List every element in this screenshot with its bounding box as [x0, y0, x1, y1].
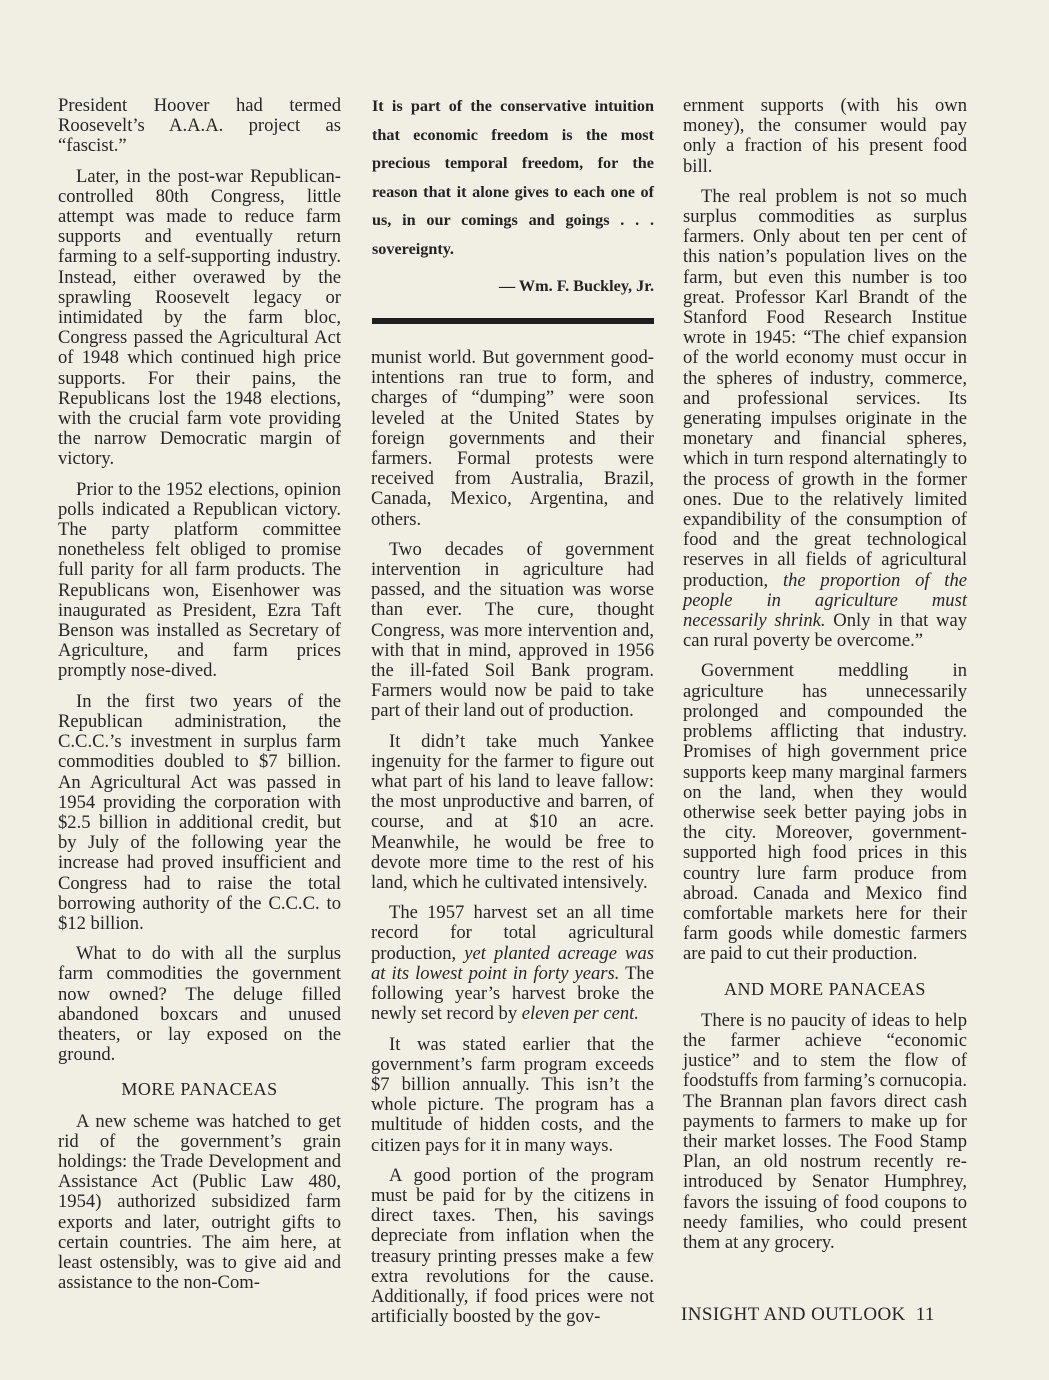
- page-number: 11: [915, 1304, 935, 1325]
- emphasis: the proportion of the people in agriculture must necessarily shrink.: [683, 569, 968, 632]
- column-3: [683, 96, 967, 1263]
- paragraph: It was stated earlier that the government’s farm program exceeds $7 billion annually. This isn’t the whole picture. The program has a multitude of hidden costs, and the citizen pays for it in many ways.: [371, 1033, 654, 1156]
- paragraph: Government meddling in agriculture has unnecessarily prolonged and compounded the problems afflicting that industry. Promises of high government price supports keep many marginal farmers on the land, when they would otherwise seek better paying jobs in the city. Moreover, government-supported high food prices in this country lure farm produce from abroad. Canada and Mexico find comfortable markets here for their farm goods while domestic farmers are paid to cut their production.: [683, 660, 967, 965]
- emphasis: yet planted acreage was at its lowest point in forty years.: [371, 942, 654, 984]
- text-run: Only in that way can rural poverty be overcome.”: [683, 610, 967, 652]
- paragraph: It didn’t take much Yankee ingenuity for the farmer to figure out what part of his land to leave fallow: the most unproductive and barren, of course, and at $10 an acre. Meanwhile, he would be free to devote more time to the rest of his land, which he cultivated intensively.: [371, 730, 654, 894]
- paragraph: A good portion of the program must be paid for by the citizens in direct taxes. Then, his savings depreciate from inflation when the treasury printing presses make a few extra revolutions for the cause. Additionally, if food prices were not artificially boosted by the gov-: [371, 1164, 654, 1328]
- paragraph: There is no paucity of ideas to help the farmer achieve “economic justice” and to stem the flow of foodstuffs from farming’s cornucopia. The Brannan plan favors direct cash payments to farmers to make up for their market losses. The Food Stamp Plan, an old nostrum recently re-introduced by Senator Humphrey, favors the issuing of food coupons to needy families, who could present them at any grocery.: [683, 1009, 967, 1253]
- section-heading-and-more-panaceas: AND MORE PANACEAS: [724, 978, 926, 999]
- pull-quote: [372, 92, 654, 300]
- text-run: The 1957 harvest set an all time record for total agricultural production,: [371, 902, 654, 964]
- paragraph: What to do with all the surplus farm commodities the government now owned? The deluge filled abandoned boxcars and unused theaters, or lay exposed on the ground.: [58, 943, 341, 1066]
- paragraph: In the first two years of the Republican administration, the C.C.C.’s investment in surplus farm commodities doubled to $7 billion. An Agricultural Act was passed in 1954 providing the corporation with $2.5 billion in additional credit, but by July of the following year the increase had proved insufficient and Congress had to raise the total borrowing authority of the C.C.C. to $12 billion.: [58, 690, 341, 934]
- emphasis: eleven per cent.: [521, 1003, 639, 1025]
- paragraph: A new scheme was hatched to get rid of the government’s grain holdings: the Trade Development and Assistance Act (Public Law 480, 1954) authorized subsidized farm exports and later, outright gifts to certain countries. The aim here, at least ostensibly, was to give aid and assistance to the non-Com-: [58, 1110, 341, 1294]
- paragraph: Prior to the 1952 elections, opinion polls indicated a Republican victory. The party platform committee nonetheless felt obliged to promise full parity for all farm products. The Republicans won, Eisenhower was inaugurated as President, Ezra Taft Benson was installed as Secretary of Agriculture, and farm prices promptly nose-dived.: [58, 478, 341, 682]
- section-heading-more-panaceas: MORE PANACEAS: [121, 1079, 278, 1100]
- paragraph: [683, 187, 967, 652]
- publication-title: INSIGHT AND OUTLOOK: [681, 1304, 906, 1325]
- paragraph: President Hoover had termed Roosevelt’s A.A.A. project as “fascist.”: [58, 95, 341, 157]
- pull-quote-attribution: — Wm. F. Buckley, Jr.: [498, 276, 654, 295]
- pull-quote-text: It is part of the conservative intuition that economic freedom is the most precious temporal freedom, for the reason that it alone gives to each one of us, in our comings and goings . . . sovereignty.: [372, 97, 654, 258]
- page-footer: [681, 1304, 971, 1326]
- paragraph: Later, in the post-war Republican-controlled 80th Congress, little attempt was made to reduce farm supports and eventually return farming to a self-supporting industry. Instead, either overawed by the sprawling Roosevelt legacy or intimidated by the farm bloc, Congress passed the Agricultural Act of 1948 which continued high price supports. For their pains, the Republicans lost the 1948 elections, with the crucial farm vote providing the narrow Democratic margin of victory.: [58, 165, 341, 470]
- column-2: [371, 348, 654, 1337]
- divider-rule: [372, 318, 654, 324]
- text-run: The real problem is not so much surplus commodities as surplus farmers. Only about ten per cent of this nation’s population lives on the farm, but even this number is too great. Professor Karl Brandt of the Stanford Food Research Institue wrote in 1945: “The chief expansion of the world economy must occur in the spheres of industry, commerce, and professional services. Its generating impulses originate in the monetary and financial spheres, which in turn respond alternatingly to the process of growth in the former ones. Due to the relatively limited expandibility of the consumption of food and the great technological reserves in all fields of agricultural production,: [683, 185, 967, 591]
- paragraph: munist world. But government good-intentions ran true to form, and charges of “dumping” were soon leveled at the United States by foreign governments and their farmers. Formal protests were received from Australia, Brazil, Canada, Mexico, Argentina, and others.: [371, 347, 654, 530]
- paragraph: [371, 903, 654, 1024]
- column-1: [58, 96, 341, 1303]
- text-run: The following year’s harvest broke the newly set record by: [371, 962, 654, 1025]
- paragraph: Two decades of government intervention in agriculture had passed, and the situation was worse than ever. The cure, thought Congress, was more intervention and, with that in mind, approved in 1956 the ill-fated Soil Bank program. Farmers would now be paid to take part of their land out of production.: [371, 538, 654, 722]
- paragraph: ernment supports (with his own money), the consumer would pay only a fraction of his present food bill.: [683, 95, 967, 177]
